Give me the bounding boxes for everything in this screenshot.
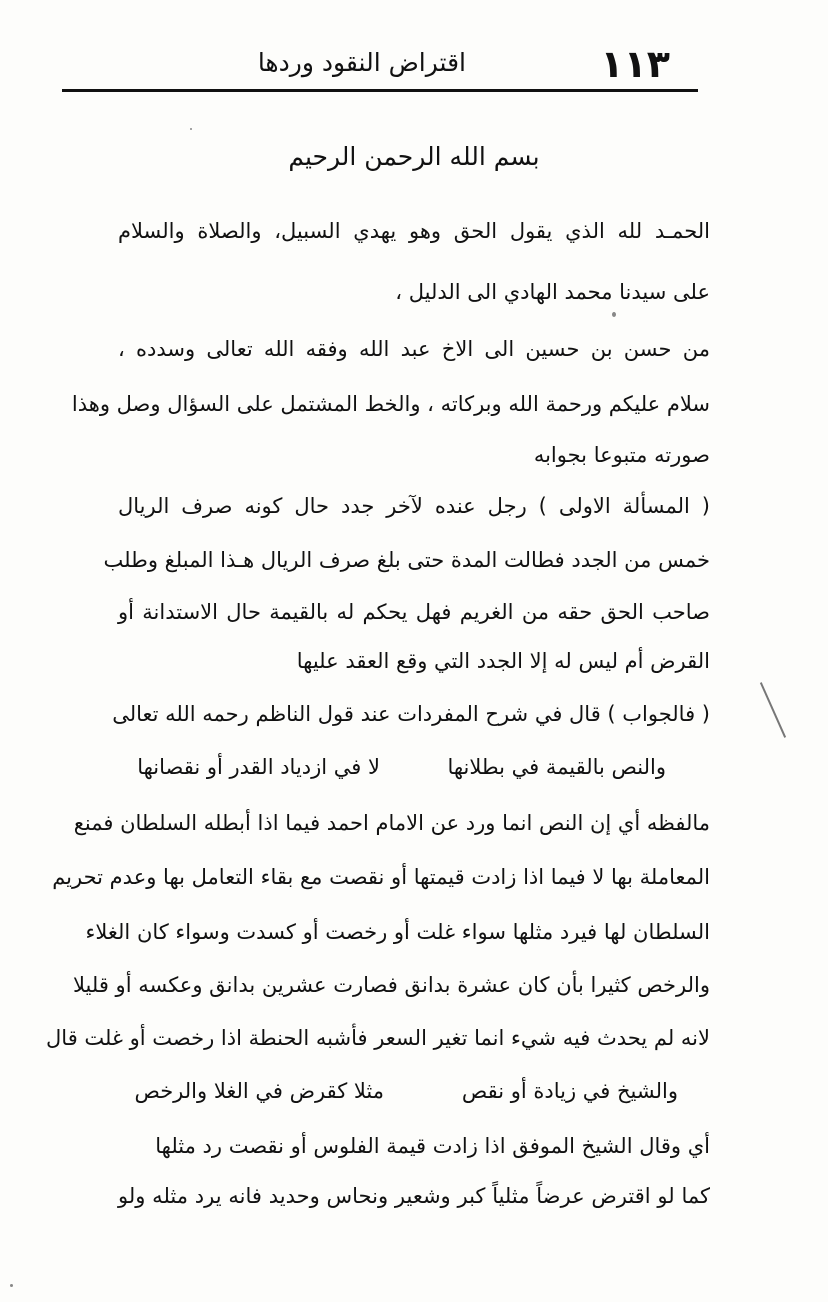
text-line: صاحب الحق حقه من الغريم فهل يحكم له بالقيمة حال الاستدانة أو <box>118 600 710 624</box>
text-line: أي وقال الشيخ الموفق اذا زادت قيمة الفلوس أو نقصت رد مثلها <box>155 1134 710 1158</box>
ink-speck <box>10 1284 13 1287</box>
running-title: اقتراض النقود وردها <box>257 48 466 77</box>
ink-speck <box>190 128 192 130</box>
page-number: ١١٣ <box>600 42 670 86</box>
text-line: والرخص كثيرا بأن كان عشرة بدانق فصارت عشرين بدانق وعكسه أو قليلا <box>73 973 710 997</box>
basmala: بسم الله الرحمن الرحيم <box>288 142 540 171</box>
text-line: من حسن بن حسين الى الاخ عبد الله وفقه الله تعالى وسدده ، <box>118 337 710 361</box>
verse-hemistich-right: والنص بالقيمة في بطلانها <box>447 755 666 779</box>
text-line: لانه لم يحدث فيه شيء انما تغير السعر فأشبه الحنطة اذا رخصت أو غلت قال <box>46 1026 710 1050</box>
verse-hemistich-right: والشيخ في زيادة أو نقص <box>461 1079 678 1103</box>
margin-pencil-mark <box>760 682 786 738</box>
text-line: مالفظه أي إن النص انما ورد عن الامام احمد فيما اذا أبطله السلطان فمنع <box>73 811 710 835</box>
text-line: خمس من الجدد فطالت المدة حتى بلغ صرف الريال هـذا المبلغ وطلب <box>103 548 710 572</box>
text-line: المعاملة بها لا فيما اذا زادت قيمتها أو نقصت مع بقاء التعامل بها وعدم تحريم <box>52 865 710 889</box>
text-line: صورته متبوعا بجوابه <box>533 443 710 467</box>
text-line: القرض أم ليس له إلا الجدد التي وقع العقد عليها <box>296 649 710 673</box>
text-line: ( فالجواب ) قال في شرح المفردات عند قول الناظم رحمه الله تعالى <box>112 702 710 726</box>
text-line: على سيدنا محمد الهادي الى الدليل ، <box>395 280 710 304</box>
ink-speck <box>612 312 616 317</box>
text-line: ( المسألة الاولى ) رجل عنده لآخر جدد حال كونه صرف الريال <box>118 494 710 518</box>
text-line: سلام عليكم ورحمة الله وبركاته ، والخط المشتمل على السؤال وصل وهذا <box>71 392 710 416</box>
page-header <box>62 38 698 90</box>
text-line: السلطان لها فيرد مثلها سواء غلت أو رخصت أو كسدت وسواء كان الغلاء <box>85 920 710 944</box>
verse-hemistich-left: مثلا كقرض في الغلا والرخص <box>134 1079 384 1103</box>
text-line: كما لو اقترض عرضاً مثلياً كبر وشعير ونحاس وحديد فانه يرد مثله ولو <box>118 1184 710 1208</box>
verse-hemistich-left: لا في ازدياد القدر أو نقصانها <box>137 755 380 779</box>
header-rule <box>62 89 698 92</box>
text-line: الحمـد لله الذي يقول الحق وهو يهدي السبيل، والصلاة والسلام <box>118 219 710 243</box>
